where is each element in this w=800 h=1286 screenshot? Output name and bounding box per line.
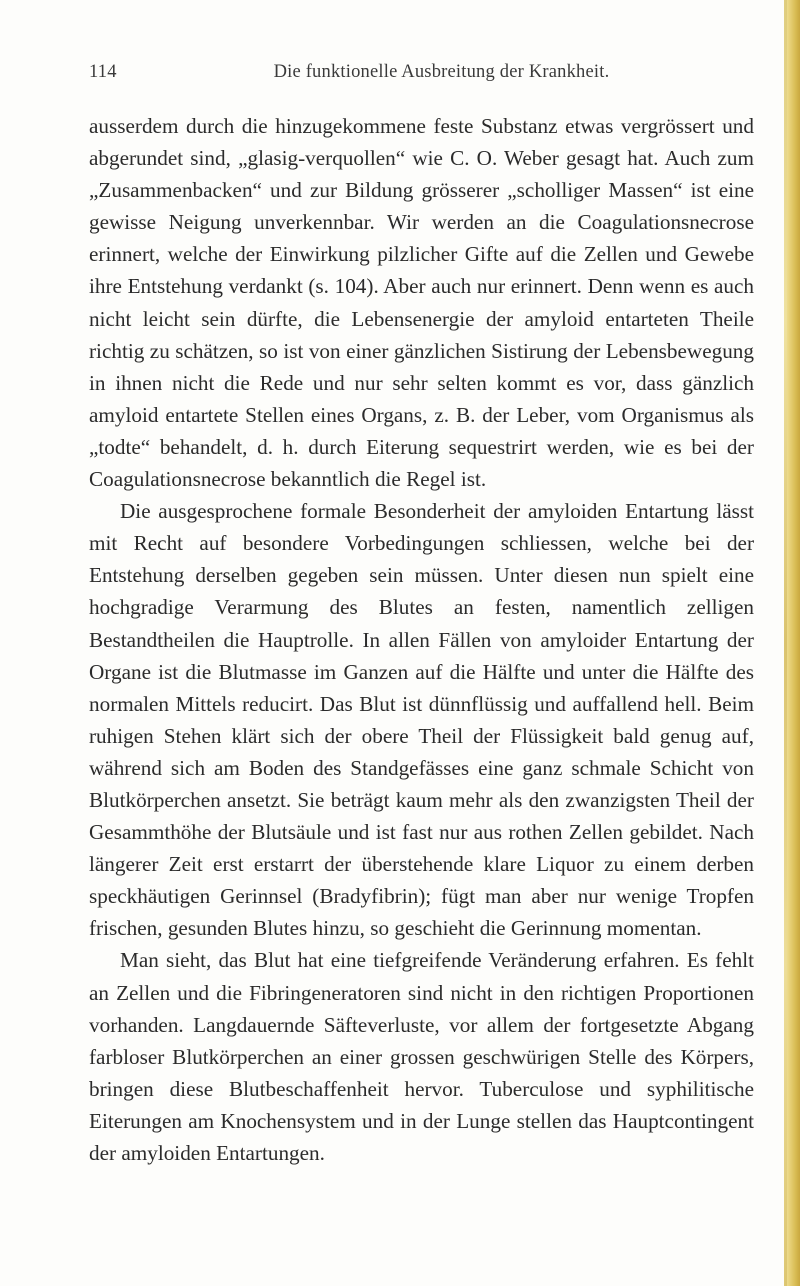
body-text	[89, 110, 754, 1169]
page-edge	[784, 0, 800, 1286]
paragraph: ausserdem durch die hinzugekommene feste Substanz etwas vergrössert und abgerundet sind, „glasig-verquollen“ wie C. O. Weber gesagt hat. Auch zum „Zusammenbacken“ und zur Bildung grösserer „scholliger Massen“ ist eine gewisse Neigung unverkennbar. Wir werden an die Coagulationsnecrose erinnert, welche der Einwirkung pilzlicher Gifte auf die Zellen und Gewebe ihre Entstehung verdankt (s. 104). Aber auch nur erinnert. Denn wenn es auch nicht leicht sein dürfte, die Lebensenergie der amyloid entarteten Theile richtig zu schätzen, so ist von einer gänzlichen Sistirung der Lebensbewegung in ihnen nicht die Rede und nur sehr selten kommt es vor, dass gänzlich amyloid entartete Stellen eines Organs, z. B. der Leber, vom Organismus als „todte“ behandelt, d. h. durch Eiterung sequestrirt werden, wie es bei der Coagulationsnecrose bekanntlich die Regel ist.	[89, 114, 754, 492]
page-header	[89, 62, 754, 92]
page-number: 114	[89, 62, 117, 82]
running-head: Die funktionelle Ausbreitung der Krankheit.	[273, 62, 610, 82]
paragraph: Die ausgesprochene formale Besonderheit der amyloiden Entartung lässt mit Recht auf besondere Vorbedingungen schliessen, welche bei der Entstehung derselben gegeben sein müssen. Unter diesen nun spielt eine hochgradige Verarmung des Blutes an festen, namentlich zelligen Bestandtheilen die Hauptrolle. In allen Fällen von amyloider Entartung der Organe ist die Blutmasse im Ganzen auf die Hälfte und unter die Hälfte des normalen Mittels reducirt. Das Blut ist dünnflüssig und auffallend hell. Beim ruhigen Stehen klärt sich der obere Theil der Flüssigkeit bald genug auf, während sich am Boden des Standgefässes eine ganz schmale Schicht von Blutkörperchen ansetzt. Sie beträgt kaum mehr als den zwanzigsten Theil der Gesammthöhe der Blutsäule und ist fast nur aus rothen Zellen gebildet. Nach längerer Zeit erst erstarrt der überstehende klare Liquor zu einem derben speckhäutigen Gerinnsel (Bradyfibrin); fügt man aber nur wenige Tropfen frischen, gesunden Blutes hinzu, so geschieht die Gerinnung momentan.	[89, 499, 754, 941]
paragraph: Man sieht, das Blut hat eine tiefgreifende Veränderung erfahren. Es fehlt an Zellen und die Fibringeneratoren sind nicht in den richtigen Proportionen vorhanden. Langdauernde Säfteverluste, vor allem der fortgesetzte Abgang farbloser Blutkörperchen an einer grossen geschwürigen Stelle des Körpers, bringen diese Blutbeschaffenheit hervor. Tuberculose und syphilitische Eiterungen am Knochensystem und in der Lunge stellen das Hauptcontingent der amyloiden Entartungen.	[89, 948, 754, 1165]
